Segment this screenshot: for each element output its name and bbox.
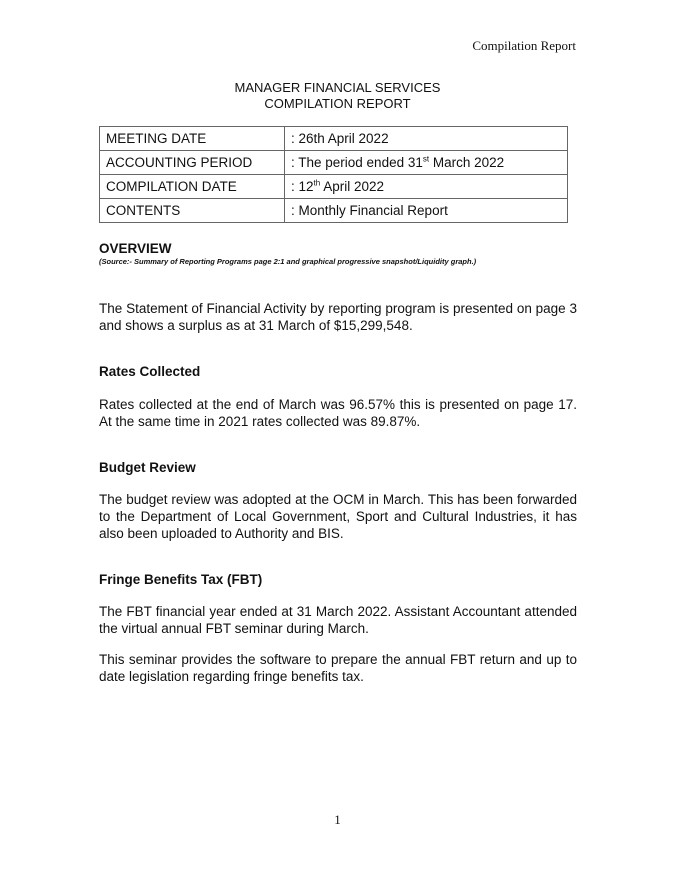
accounting-period-value-tail: March 2022 — [429, 155, 505, 170]
table-row — [100, 175, 568, 199]
overview-source-note: (Source:- Summary of Reporting Programs page 2:1 and graphical progressive snapshot/Liquidity graph.) — [99, 257, 477, 266]
compilation-date-label: COMPILATION DATE — [100, 175, 285, 199]
accounting-period-value — [285, 151, 568, 175]
overview-heading: OVERVIEW — [99, 241, 172, 256]
accounting-period-ordinal: st — [422, 154, 430, 164]
fbt-paragraph-1: The FBT financial year ended at 31 March 2022. Assistant Accountant attended the virtual annual FBT seminar during March. — [99, 604, 577, 636]
contents-label: CONTENTS — [100, 199, 285, 223]
budget-heading: Budget Review — [99, 460, 196, 475]
compilation-date-ordinal: th — [313, 178, 321, 188]
compilation-date-value-main: : 12 — [291, 179, 314, 194]
accounting-period-value-main: : The period ended 31 — [291, 155, 423, 170]
fbt-paragraph-2: This seminar provides the software to prepare the annual FBT return and up to date legislation regarding fringe benefits tax. — [99, 652, 577, 684]
compilation-date-value — [285, 175, 568, 199]
meeting-date-label: MEETING DATE — [100, 127, 285, 151]
contents-value: : Monthly Financial Report — [285, 199, 568, 223]
meeting-date-value: : 26th April 2022 — [285, 127, 568, 151]
meeting-details-table — [99, 126, 568, 223]
accounting-period-label: ACCOUNTING PERIOD — [100, 151, 285, 175]
compilation-date-value-tail: April 2022 — [320, 179, 384, 194]
table-row — [100, 127, 568, 151]
fbt-heading: Fringe Benefits Tax (FBT) — [99, 572, 263, 587]
rates-paragraph: Rates collected at the end of March was 96.57% this is presented on page 17. At the same time in 2021 rates collected was 89.87%. — [99, 397, 577, 429]
table-row — [100, 199, 568, 223]
table-row — [100, 151, 568, 175]
title-line-1: MANAGER FINANCIAL SERVICES — [234, 80, 441, 95]
running-header: Compilation Report — [472, 38, 576, 53]
overview-section — [99, 241, 577, 266]
rates-heading: Rates Collected — [99, 364, 201, 379]
report-title — [0, 80, 675, 112]
budget-paragraph: The budget review was adopted at the OCM in March. This has been forwarded to the Department of Local Government, Sport and Cultural Industries, it has also been uploaded to Authority and BIS. — [99, 492, 577, 541]
overview-paragraph: The Statement of Financial Activity by reporting program is presented on page 3 and shows a surplus as at 31 March of $15,299,548. — [99, 301, 577, 333]
title-line-2: COMPILATION REPORT — [264, 96, 411, 111]
page-number: 1 — [334, 812, 341, 827]
